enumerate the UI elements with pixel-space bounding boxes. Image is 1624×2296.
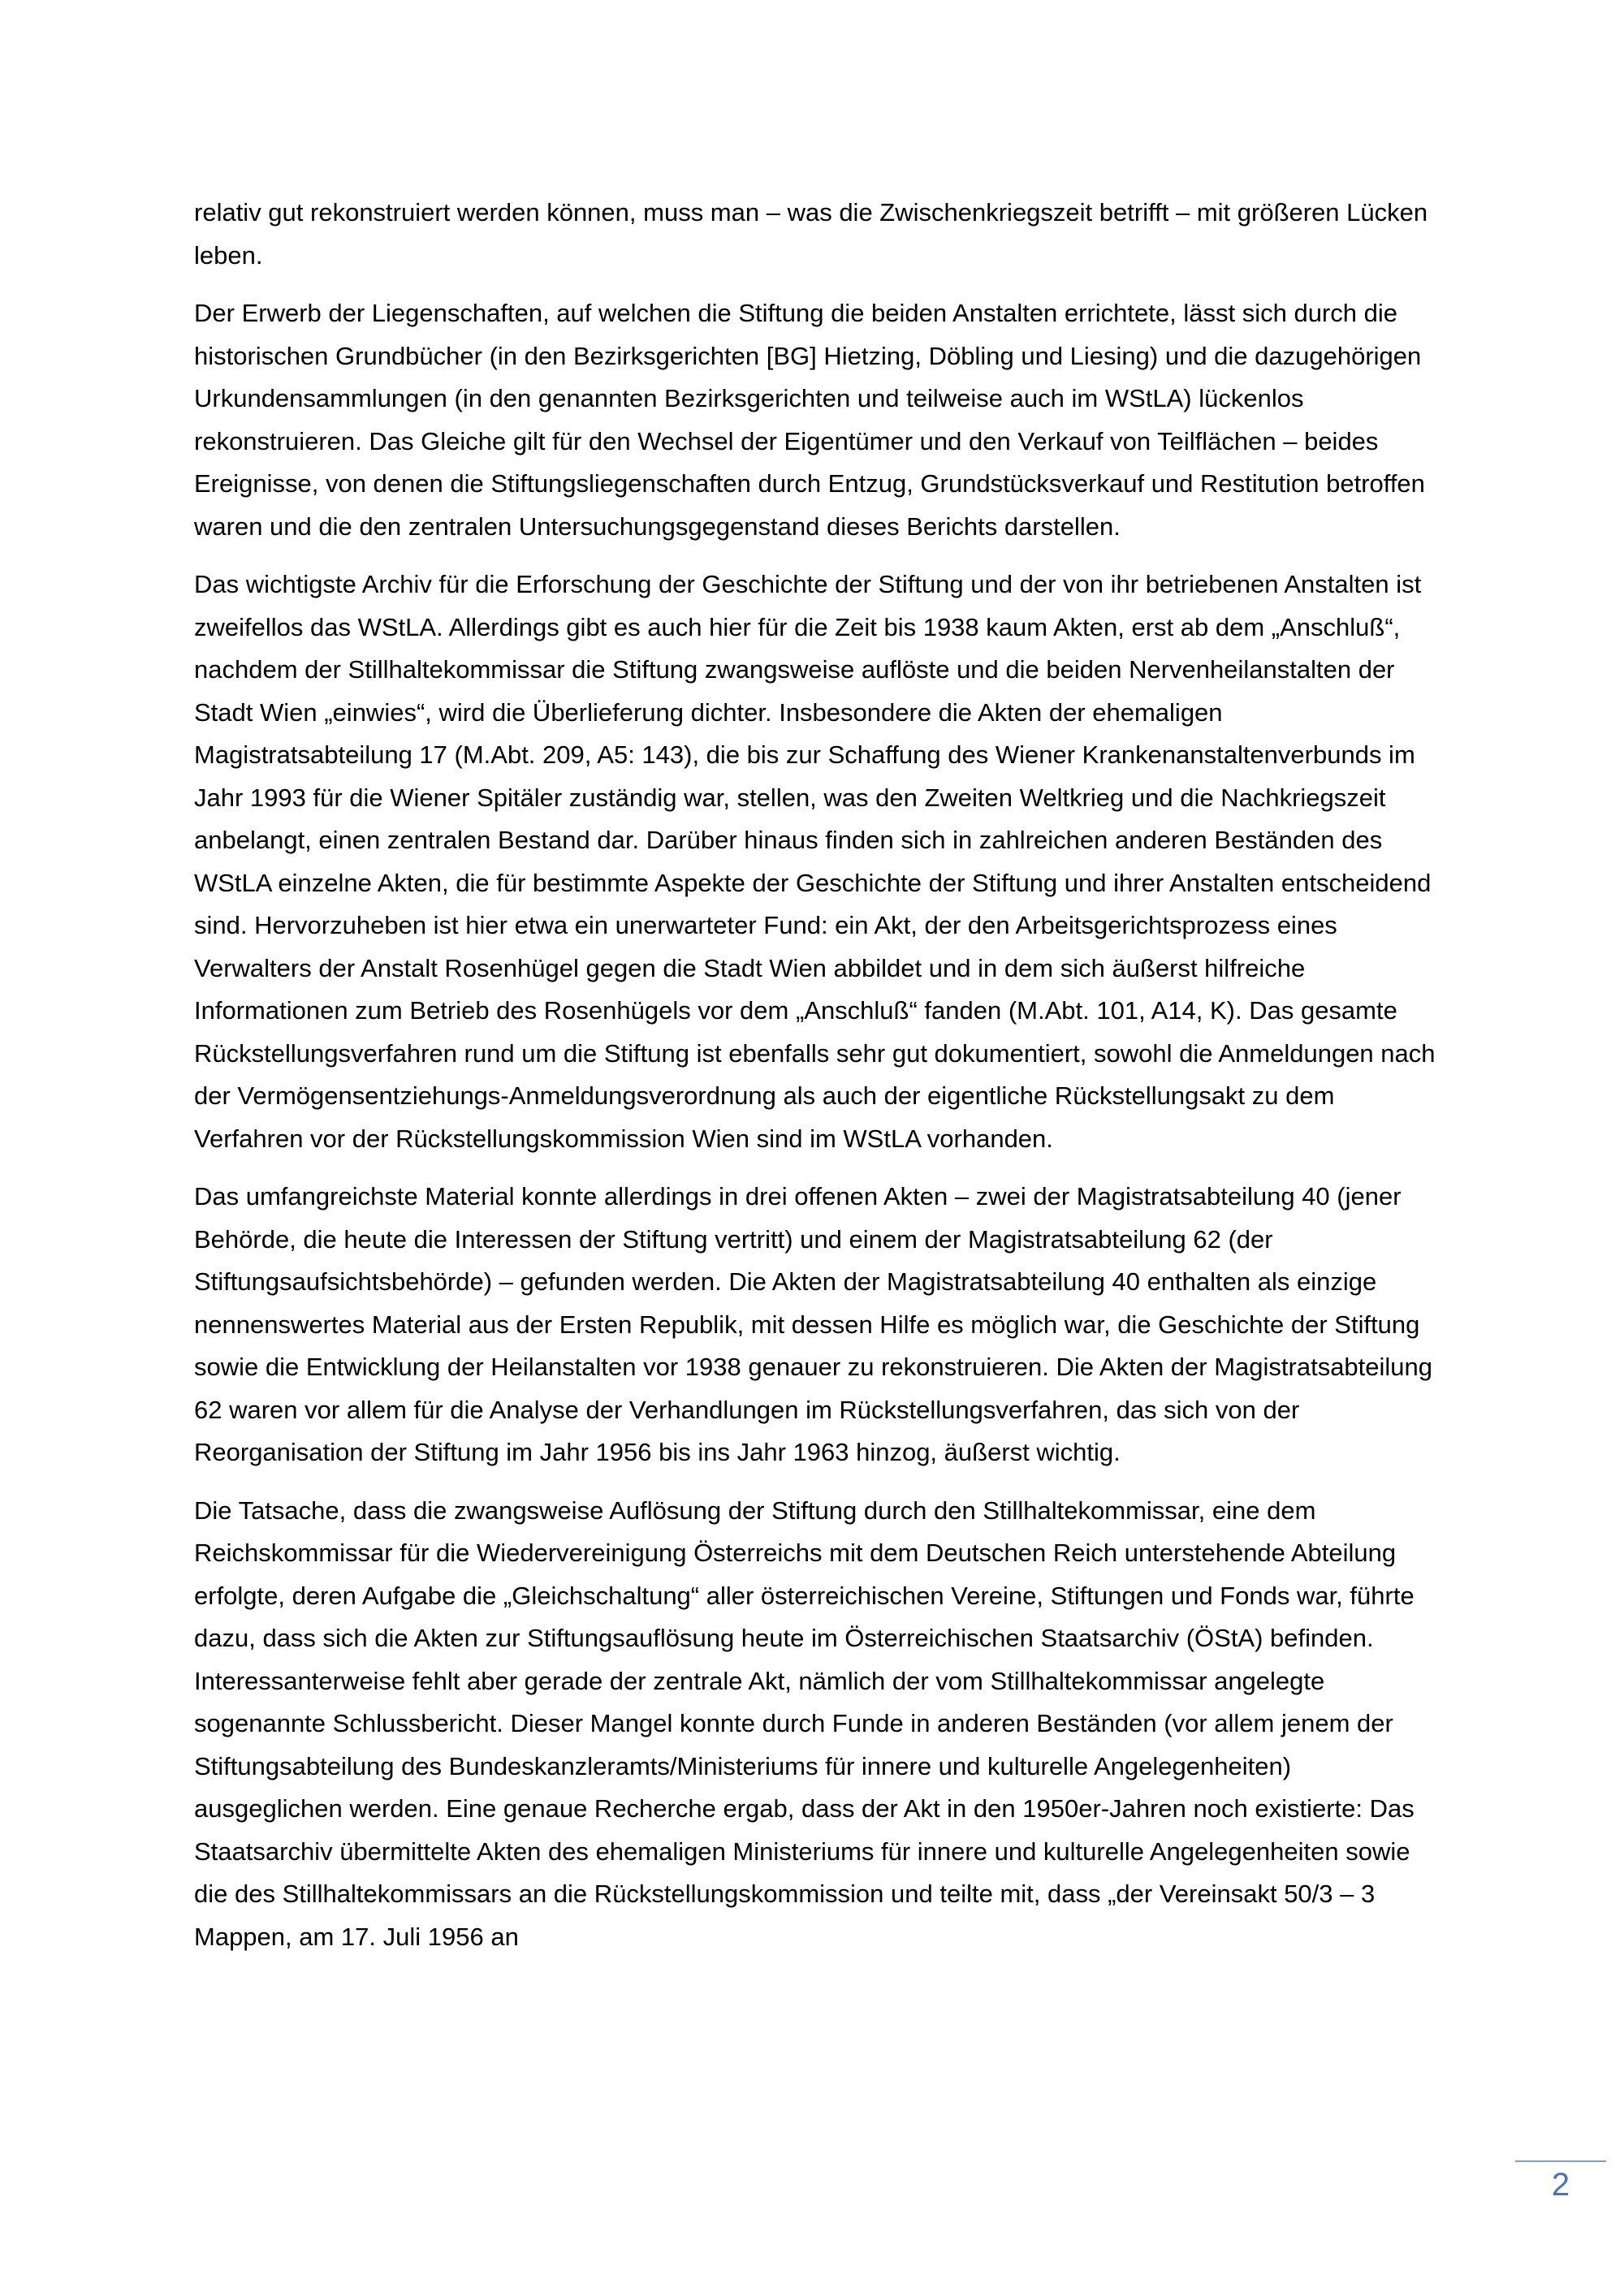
paragraph-continuation: relativ gut rekonstruiert werden können, muss man – was die Zwischenkriegszeit betrifft – mit größeren Lücken leben. [194,198,1428,270]
footer-rule [1515,2160,1606,2162]
page-number: 2 [1551,2167,1570,2203]
paragraph-open-files: Das umfangreichste Material konnte allerdings in drei offenen Akten – zwei der Magistratsabteilung 40 (jener Behörde, die heute die Interessen der Stiftung vertritt) und einem der Magistratsabteilung 62 (der Stiftungsaufsichtsbehörde) – gefunden werden. Die Akten der Magistratsabteilung 40 enthalten als einzige nennenswertes Material aus der Ersten Republik, mit dessen Hilfe es möglich war, die Geschichte der Stiftung sowie die Entwicklung der Heilanstalten vor 1938 genauer zu rekonstruieren. Die Akten der Magistratsabteilung 62 waren vor allem für die Analyse der Verhandlungen im Rückstellungsverfahren, das sich von der Reorganisation der Stiftung im Jahr 1956 bis ins Jahr 1963 hinzog, äußerst wichtig. [194,1182,1433,1466]
body-text [194,192,1445,1974]
paragraph-state-archive: Die Tatsache, dass die zwangsweise Auflösung der Stiftung durch den Stillhaltekommissar, eine dem Reichskommissar für die Wiedervereinigung Österreichs mit dem Deutschen Reich unterstehende Abteilung erfolgte, deren Aufgabe die „Gleichschaltung“ aller österreichischen Vereine, Stiftungen und Fonds war, führte dazu, dass sich die Akten zur Stiftungsauflösung heute im Österreichischen Staatsarchiv (ÖStA) befinden. Interessanterweise fehlt aber gerade der zentrale Akt, nämlich der vom Stillhaltekommissar angelegte sogenannte Schlussbericht. Dieser Mangel konnte durch Funde in anderen Beständen (vor allem jenem der Stiftungsabteilung des Bundeskanzleramts/Ministeriums für innere und kulturelle Angelegenheiten) ausgeglichen werden. Eine genaue Recherche ergab, dass der Akt in den 1950er-Jahren noch existierte: Das Staatsarchiv übermittelte Akten des ehemaligen Ministeriums für innere und kulturelle Angelegenheiten sowie die des Stillhaltekommissars an die Rückstellungskommission und teilte mit, dass „der Vereinsakt 50/3 – 3 Mappen, am 17. Juli 1956 an [194,1495,1415,1951]
paragraph-wstla-archive: Das wichtigste Archiv für die Erforschung der Geschichte der Stiftung und der von ihr betriebenen Anstalten ist zweifellos das WStLA. Allerdings gibt es auch hier für die Zeit bis 1938 kaum Akten, erst ab dem „Anschluß“, nachdem der Stillhaltekommissar die Stiftung zwangsweise auflöste und die beiden Nervenheilanstalten der Stadt Wien „einwies“, wird die Überlieferung dichter. Insbesondere die Akten der ehemaligen Magistratsabteilung 17 (M.Abt. 209, A5: 143), die bis zur Schaffung des Wiener Krankenanstaltenverbunds im Jahr 1993 für die Wiener Spitäler zuständig war, stellen, was den Zweiten Weltkrieg und die Nachkriegszeit anbelangt, einen zentralen Bestand dar. Darüber hinaus finden sich in zahlreichen anderen Beständen des WStLA einzelne Akten, die für bestimmte Aspekte der Geschichte der Stiftung und ihrer Anstalten entscheidend sind. Hervorzuheben ist hier etwa ein unerwarteter Fund: ein Akt, der den Arbeitsgerichtsprozess eines Verwalters der Anstalt Rosenhügel gegen die Stadt Wien abbildet und in dem sich äußerst hilfreiche Informationen zum Betrieb des Rosenhügels vor dem „Anschluß“ fanden (M.Abt. 101, A14, K). Das gesamte Rückstellungsverfahren rund um die Stiftung ist ebenfalls sehr gut dokumentiert, sowohl die Anmeldungen nach der Vermögensentziehungs-Anmeldungsverordnung als auch der eigentliche Rückstellungsakt zu dem Verfahren vor der Rückstellungskommission Wien sind im WStLA vorhanden. [194,570,1436,1153]
paragraph-land-registry: Der Erwerb der Liegenschaften, auf welchen die Stiftung die beiden Anstalten errichtete, lässt sich durch die historischen Grundbücher (in den Bezirksgerichten [BG] Hietzing, Döbling und Liesing) und die dazugehörigen Urkundensammlungen (in den genannten Bezirksgerichten und teilweise auch im WStLA) lückenlos rekonstruieren. Das Gleiche gilt für den Wechsel der Eigentümer und den Verkauf von Teilflächen – beides Ereignisse, von denen die Stiftungsliegenschaften durch Entzug, Grundstücksverkauf und Restitution betroffen waren und die den zentralen Untersuchungsgegenstand dieses Berichts darstellen. [194,299,1425,541]
